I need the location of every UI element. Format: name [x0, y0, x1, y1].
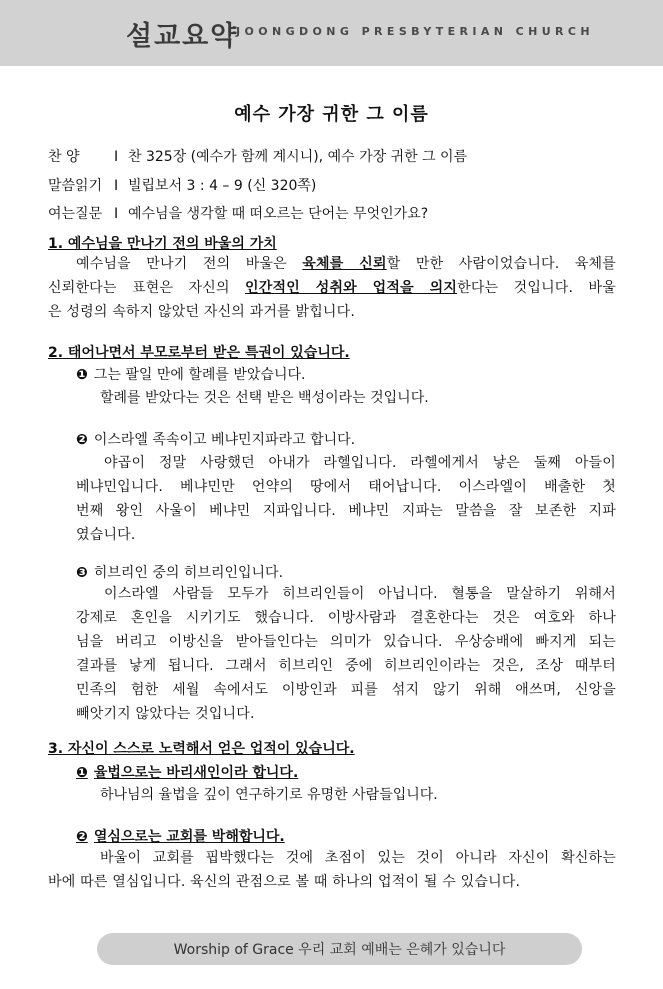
section-3-item-1-title: [76, 762, 298, 782]
section-2-item-3-body: [76, 582, 616, 726]
meta-reading: [48, 175, 316, 195]
section-2-heading: 2. 태어나면서 부모로부터 받은 특권이 있습니다.: [48, 345, 350, 361]
footer-banner: [97, 933, 582, 965]
text: 신뢰한다는 표현은 자신의: [48, 280, 246, 296]
meta-value-hymn: 찬 325장 (예수가 함께 계시니), 예수 가장 귀한 그 이름: [128, 149, 468, 165]
meta-hymn: [48, 146, 467, 166]
paragraph-line: 바에 따른 열심입니다. 육신의 관점으로 볼 때 하나의 업적이 될 수 있습니다.: [48, 874, 521, 890]
item-title: 이스라엘 족속이고 베냐민지파라고 합니다.: [93, 432, 356, 448]
section-1-line: [48, 252, 616, 276]
section-2-item-1-title: [76, 364, 305, 384]
section-3-item-2-title: [76, 826, 285, 846]
meta-label-reading: 말씀읽기: [48, 178, 103, 194]
number-badge: ❷: [76, 829, 88, 845]
paragraph-line: 강제로 혼인을 시키기도 했습니다. 이방사람과 결혼한다는 것은 여호와 하나: [76, 610, 616, 626]
header-bar: [0, 0, 663, 66]
footer-text: Worship of Grace 우리 교회 예배는 은혜가 있습니다: [173, 942, 506, 958]
text: 한다는 것입니다. 바울: [457, 280, 616, 296]
paragraph-line: 였습니다.: [76, 527, 136, 543]
meta-value-reading: 빌립보서 3 : 4 – 9 (신 320쪽): [128, 178, 317, 194]
meta-value-question: 예수님을 생각할 때 떠오르는 단어는 무엇인가요?: [128, 206, 429, 222]
church-name: JOONGDONG PRESBYTERIAN CHURCH: [236, 25, 594, 38]
section-1-line: [48, 276, 616, 300]
emphasis-text: 인간적인 성취와 업적을 의지: [245, 280, 458, 296]
paragraph-line: 번째 왕인 사울이 베냐민 지파입니다. 베냐민 지파는 말씀을 잘 보존한 지파: [76, 503, 616, 519]
item-title: 그는 팔일 만에 할례를 받았습니다.: [93, 367, 306, 383]
section-1-body: [48, 252, 616, 324]
section-3-heading: 3. 자신이 스스로 노력해서 얻은 업적이 있습니다.: [48, 741, 355, 757]
number-badge: ❸: [76, 565, 88, 581]
number-badge: ❶: [76, 765, 88, 781]
number-badge: ❶: [76, 367, 88, 383]
meta-separator: I: [114, 178, 119, 194]
item-title: 열심으로는 교회를 박해합니다.: [93, 829, 285, 845]
section-3-item-2-body: [48, 846, 616, 894]
number-badge: ❷: [76, 432, 88, 448]
item-title: 율법으로는 바리새인이라 합니다.: [93, 765, 299, 781]
item-title: 히브리인 중의 히브리인입니다.: [93, 565, 284, 581]
section-1-heading: 1. 예수님을 만나기 전의 바울의 가치: [48, 236, 277, 252]
paragraph-line: 베냐민입니다. 베냐민만 언약의 땅에서 태어납니다. 이스라엘이 배출한 첫: [76, 479, 616, 495]
text: 할 만한 사람이었습니다. 육체를: [386, 256, 616, 272]
emphasis-text: 육체를 신뢰: [302, 256, 387, 272]
header-title: 설교요약: [126, 21, 239, 52]
section-1-line: 은 성령의 속하지 않았던 자신의 과거를 밝힙니다.: [48, 304, 356, 320]
meta-separator: I: [114, 149, 119, 165]
meta-label-question: 여는질문: [48, 206, 103, 222]
section-3-item-1-body: 하나님의 율법을 깊이 연구하기로 유명한 사람들입니다.: [100, 787, 438, 803]
sermon-title: 예수 가장 귀한 그 이름: [234, 104, 429, 125]
section-2-item-3-title: [76, 562, 283, 582]
paragraph-line: 결과를 낳게 됩니다. 그래서 히브리인 중에 히브리인이라는 것은, 조상 때부터: [76, 658, 616, 674]
paragraph-line: 바울이 교회를 핍박했다는 것에 초점이 있는 것이 아니라 자신이 확신하는: [100, 850, 616, 866]
text: 예수님을 만나기 전의 바울은: [76, 256, 303, 272]
paragraph-line: 야곱이 정말 사랑했던 아내가 라헬입니다. 라헬에게서 낳은 둘째 아들이: [104, 455, 616, 471]
meta-label-hymn: 찬 양: [48, 149, 80, 165]
meta-question: [48, 203, 428, 223]
section-2-item-2-title: [76, 429, 355, 449]
meta-separator: I: [114, 206, 119, 222]
paragraph-line: 민족의 험한 세월 속에서도 이방인과 피를 섞지 않기 위해 애쓰며, 신앙을: [76, 682, 616, 698]
section-2-item-1-body: 할례를 받았다는 것은 선택 받은 백성이라는 것입니다.: [100, 390, 429, 406]
section-2-item-2-body: [76, 451, 616, 547]
paragraph-line: 님을 버리고 이방신을 받아들인다는 의미가 있습니다. 우상숭배에 빠지게 되는: [76, 634, 616, 650]
paragraph-line: 이스라엘 사람들 모두가 히브리인들이 아닙니다. 혈통을 말살하기 위해서: [104, 586, 616, 602]
paragraph-line: 빼앗기지 않았다는 것입니다.: [76, 706, 255, 722]
